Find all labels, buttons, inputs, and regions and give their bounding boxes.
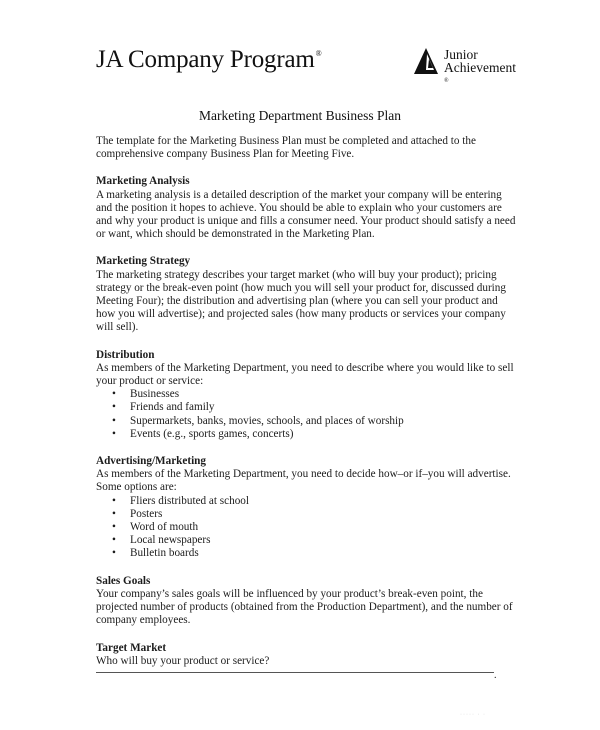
section-body: A marketing analysis is a detailed description of the market your company will be entering and the position it hopes to achieve. You should be able to explain who your customers are and why your product is unique and fills a consumer need. Your product should satisfy a need or want, which should be demonstrated in the Marketing Plan. xyxy=(96,188,516,241)
list-item: • Supermarkets, banks, movies, schools, and places of worship xyxy=(130,415,516,428)
section-heading: Sales Goals xyxy=(96,574,151,587)
document-title: Marketing Department Business Plan xyxy=(198,108,402,123)
section-advertising xyxy=(96,455,516,561)
program-title-text: JA Company Program xyxy=(96,46,315,73)
brand-registered-mark: ® xyxy=(444,78,449,84)
list-item: • Businesses xyxy=(130,388,516,401)
list-item: • Bulletin boards xyxy=(130,547,516,560)
section-sales-goals xyxy=(96,575,516,628)
section-heading: Marketing Analysis xyxy=(96,175,190,188)
intro-paragraph: The template for the Marketing Business Plan must be completed and attached to the comprehensive company Business Plan for Meeting Five. xyxy=(96,135,476,161)
section-body: The marketing strategy describes your target market (who will buy your product); pricing strategy or the break-even point (how much you will sell your product for, discussed during Meeting Four); the distribution and advertising plan (where you can sell your product and how you will advertise); and projected sales (how many products or services your company will sell). xyxy=(96,268,506,334)
list-item: • Local newspapers xyxy=(130,534,516,547)
triangle-logo-icon xyxy=(414,48,438,74)
brand-line-2: Achievement xyxy=(444,60,516,75)
page-header xyxy=(96,42,528,82)
document-body xyxy=(96,135,516,668)
section-body: As members of the Marketing Department, you need to decide how–or if–you will advertise. Some options are: xyxy=(96,468,511,494)
section-heading: Distribution xyxy=(96,348,155,361)
list-item: • Events (e.g., sports games, concerts) xyxy=(130,428,516,441)
section-distribution xyxy=(96,349,516,441)
advertising-list xyxy=(96,495,516,561)
distribution-list xyxy=(96,388,516,441)
section-body: As members of the Marketing Department, you need to describe where you would like to sell your product or service: xyxy=(96,361,514,388)
section-target-market xyxy=(96,642,516,668)
list-item: • Posters xyxy=(130,508,516,521)
section-body: Your company’s sales goals will be influenced by your product’s break-even point, the projected number of products (obtained from the Production Department), and the number of company employees. xyxy=(96,587,513,627)
answer-line[interactable] xyxy=(96,672,494,673)
program-title xyxy=(96,46,322,74)
section-heading: Marketing Strategy xyxy=(96,255,191,268)
section-heading: Target Market xyxy=(96,641,167,654)
junior-achievement-logo xyxy=(414,44,534,84)
footer-mark-text: ····· · · xyxy=(460,712,486,718)
section-marketing-strategy xyxy=(96,255,516,334)
target-market-question: Who will buy your product or service? xyxy=(96,654,270,667)
section-heading: Advertising/Marketing xyxy=(96,455,207,468)
brand-line-1: Junior xyxy=(444,47,478,62)
registered-mark: ® xyxy=(315,49,322,58)
list-item: • Friends and family xyxy=(130,401,516,414)
answer-line-end: . xyxy=(494,670,497,681)
section-marketing-analysis xyxy=(96,175,516,241)
list-item: • Fliers distributed at school xyxy=(130,495,516,508)
brand-name xyxy=(444,48,516,88)
list-item: • Word of mouth xyxy=(130,521,516,534)
page-footer-mark xyxy=(460,712,580,722)
